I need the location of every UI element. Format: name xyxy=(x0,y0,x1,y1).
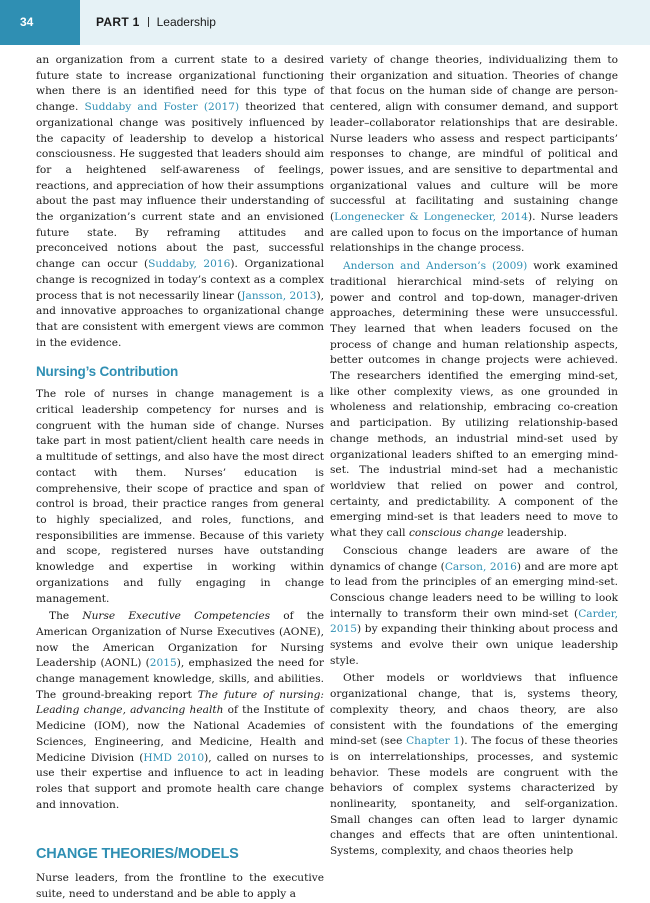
paragraph xyxy=(36,871,324,902)
paragraph xyxy=(36,609,324,813)
text-run: ), called on nurses to use their expertise and influence to act in leading roles that support and promote health care change and innovation. xyxy=(36,751,324,811)
left-column xyxy=(36,53,324,903)
citation-link[interactable]: Jansson, 2013 xyxy=(241,289,317,302)
section-heading: Nursing’s Contribution xyxy=(36,364,179,380)
text-run: ), and innovative approaches to organizational change that are consistent with emergent views are common in the evidence. xyxy=(36,289,324,349)
text-run: an organization from a current state to a desired future state to increase organizational functioning when there is an identified need for this type of change. xyxy=(36,54,324,114)
italic-text: conscious change xyxy=(408,527,504,540)
text-run: Conscious change leaders are aware of the dynamics of change ( xyxy=(330,544,618,573)
part-title: Leadership xyxy=(156,15,216,29)
part-number: PART 1 xyxy=(96,15,140,29)
text-run: work examined traditional hierarchical mind-sets of relying on power and control and top-down, manager-driven approaches, determining these were unsuccessful. They learned that when leaders focused on the process of change and human relationship aspects, better outcomes in change projects were achieved. The researchers identified the emerging mind-set, like other complexity views, as one grounded in wholeness and relationship, embracing co-creation and participation. By utilizing relationship-based change methods, an industrial mind-set used by organizational leaders shifted to an emerging mind-set. The industrial mind-set had a mechanistic worldview that relied on power and control, certainty, and predictability. A component of the emerging mind-set is that leaders need to move to what they call xyxy=(330,260,618,540)
text-run: Nurse leaders, from the frontline to the executive suite, need to understand and be able to apply a xyxy=(36,872,324,901)
citation-link[interactable]: Chapter 1 xyxy=(406,735,461,748)
header-divider xyxy=(148,17,149,27)
text-run: ) and are more apt to lead from the principles of an emerging mind-set. Conscious change leaders need to be willing to look internally to transform their own mind-set ( xyxy=(330,560,618,620)
part-label xyxy=(96,0,216,45)
italic-text: The future of nursing: Leading change, advancing health xyxy=(36,688,324,717)
page-number: 34 xyxy=(0,0,80,45)
citation-link[interactable]: Longenecker & Longenecker, 2014 xyxy=(334,211,529,224)
text-run: The xyxy=(49,610,83,623)
italic-text: Nurse Executive Competencies xyxy=(82,610,271,623)
citation-link[interactable]: Carson, 2016 xyxy=(444,560,517,573)
text-run: theorized that organizational change was positively influenced by the capacity of leadership to develop a historical consciousness. He suggested that leaders should aim for a heightened self-awareness of feelings, reactions, and appreciation of how their assumptions about the past may influence their understanding of the organization’s current state and an envisioned future state. By reframing attitudes and preconceived notions about the past, successful change can occur ( xyxy=(36,101,325,271)
paragraph xyxy=(330,671,618,859)
text-run: ). The focus of these theories is on interrelationships, processes, and systemic behavior. These models are congruent with the behaviors of complex systems characterized by nonlinearity, spontaneity, and self-organization. Small changes can often lead to larger dynamic changes and effects that are often unintentional. Systems, complexity, and chaos theories help xyxy=(330,735,618,858)
section-heading: CHANGE THEORIES/MODELS xyxy=(36,846,239,863)
paragraph xyxy=(330,53,618,257)
text-run: ). Organizational change is recognized in today’s context as a complex process that is not necessarily linear ( xyxy=(36,258,325,302)
text-run: variety of change theories, individualizing them to their organization and situation. Theories of change that focus on the human side of change are person-centered, align with consumer demand, and support leader–collaborator relationships that are desirable. Nurse leaders who assess and respect participants’ responses to change, are mindful of political and power issues, and are sensitive to departmental and organizational values and culture will be more successful at facilitating and sustaining change ( xyxy=(330,54,618,224)
text-run: of the Institute of Medicine (IOM), now the National Academies of Sciences, Engineering, and Medicine, Health and Medicine Division ( xyxy=(36,704,324,764)
paragraph xyxy=(330,544,618,670)
text-run: ), emphasized the need for change management knowledge, skills, and abilities. The ground-breaking report xyxy=(36,657,324,701)
citation-link[interactable]: 2015 xyxy=(149,657,177,670)
right-column xyxy=(330,53,618,860)
paragraph xyxy=(36,53,324,351)
text-run: Other models or worldviews that influence organizational change, that is, systems theory, complexity theory, and chaos theory, are also consistent with the foundations of the emerging mind-set (see xyxy=(330,672,618,748)
paragraph xyxy=(36,387,324,607)
citation-link[interactable]: HMD 2010 xyxy=(143,751,205,764)
text-run: of the American Organization of Nurse Executives (AONE), now the American Organization for Nursing Leadership (AONL) ( xyxy=(36,610,325,670)
text-run: ). Nurse leaders are called upon to focus on the importance of human relationships in the change process. xyxy=(330,211,619,255)
citation-link[interactable]: Carder, 2015 xyxy=(330,607,618,636)
citation-link[interactable]: Anderson and Anderson’s (2009) xyxy=(343,260,528,273)
text-run: leadership. xyxy=(503,527,568,540)
citation-link[interactable]: Suddaby and Foster (2017) xyxy=(84,101,240,114)
citation-link[interactable]: Suddaby, 2016 xyxy=(148,258,231,271)
text-run: The role of nurses in change management is a critical leadership competency for nurses and is congruent with the human side of change. Nurses take part in most patient/client health care needs in a multitude of settings, and also have the most direct contact with them. Nurses’ education is comprehensive, their scope of practice and span of control is broad, their practice ranges from general to highly specialized, and roles, functions, and responsibilities are immense. Because of this variety and scope, registered nurses have outstanding knowledge and expertise in working within organizations and fully engaging in change management. xyxy=(36,388,324,605)
paragraph xyxy=(330,259,618,542)
text-run: ) by expanding their thinking about process and systems and evolve their own unique leadership style. xyxy=(330,623,618,667)
